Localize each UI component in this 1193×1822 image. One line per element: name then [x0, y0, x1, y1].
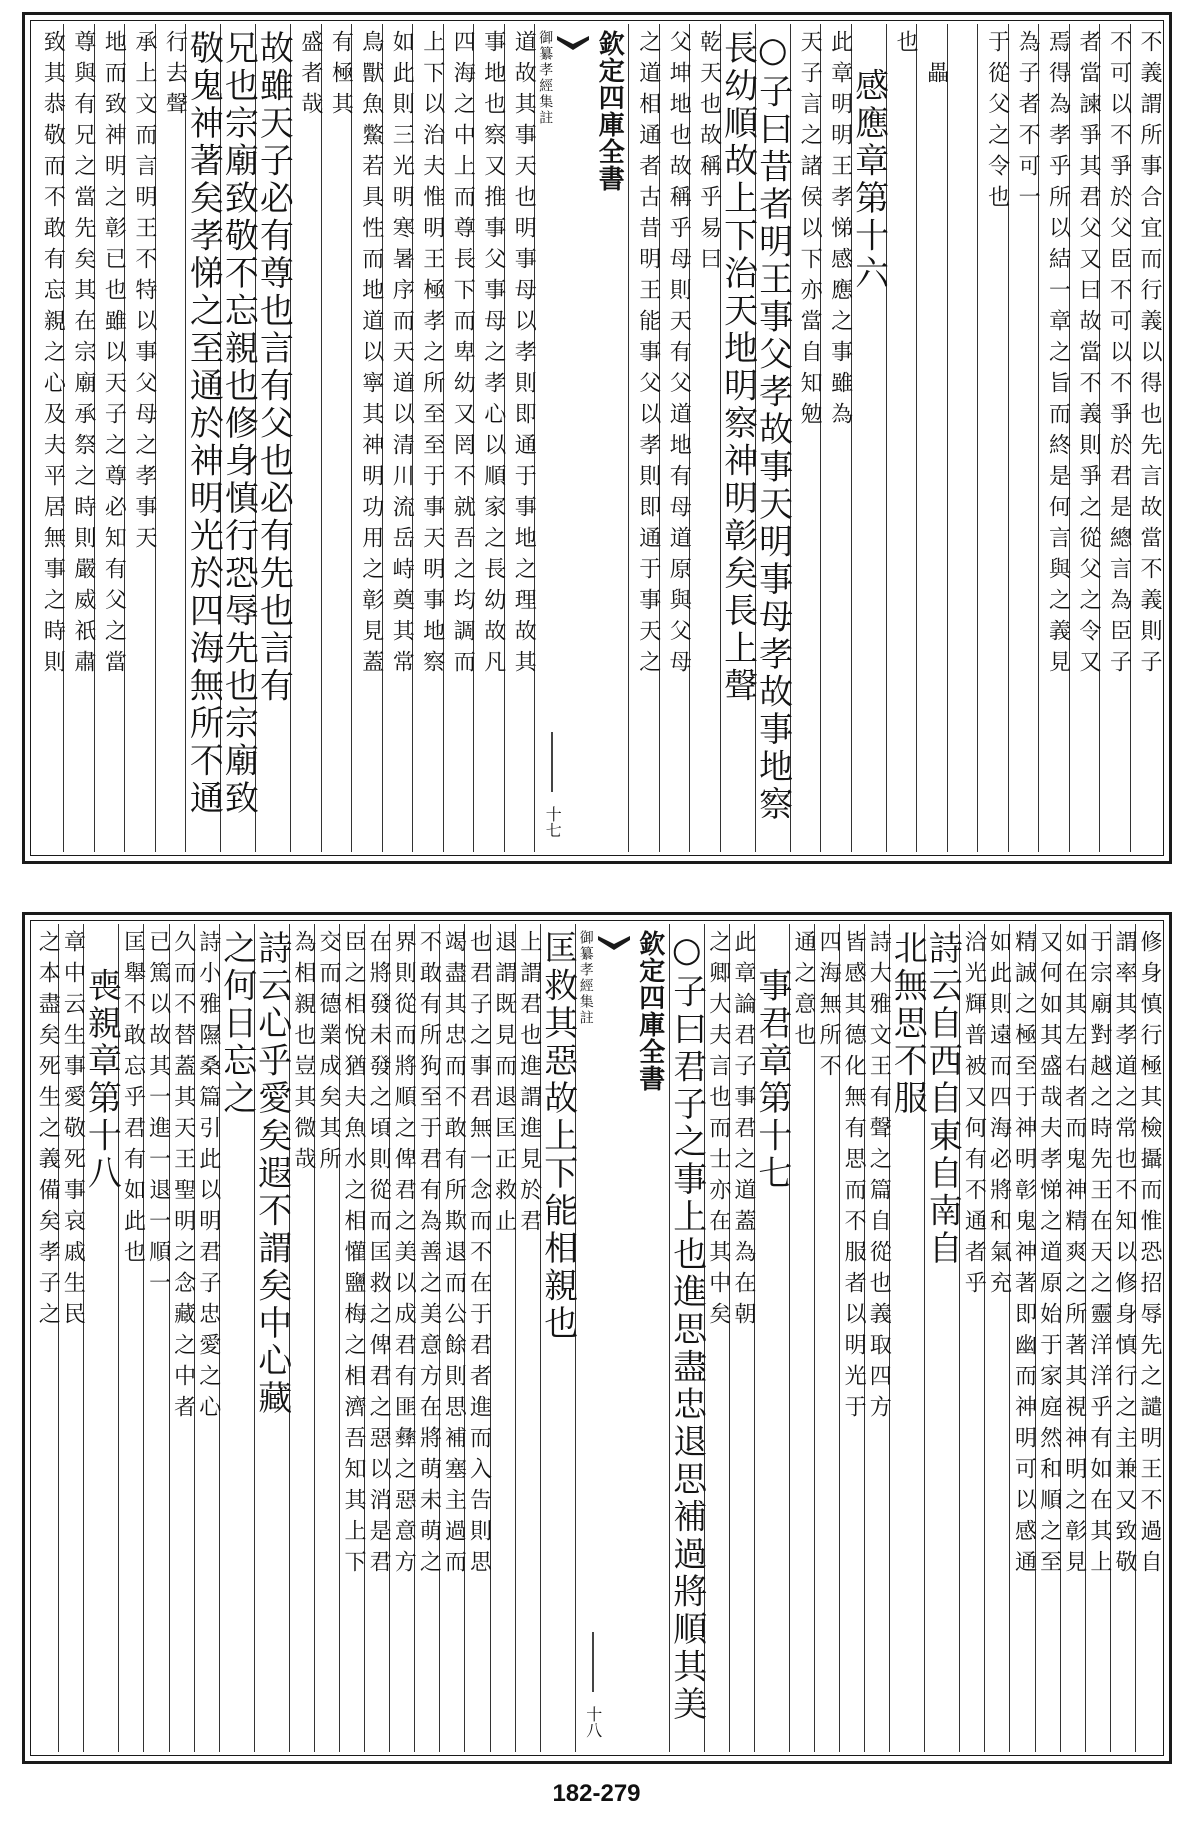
- column-text: 敬鬼神著矣孝悌之至通於神明光於四海無所不通: [183, 30, 224, 818]
- text-column: [143, 924, 171, 1752]
- text-column: [382, 24, 415, 852]
- column-text: 盛者哉: [297, 30, 323, 123]
- text-column: [439, 924, 467, 1752]
- column-text: 匡舉不敢忘乎君有如此也: [120, 930, 146, 1271]
- column-text: 于宗廟對越之時先王在天之靈洋洋乎有如在其上: [1086, 930, 1112, 1581]
- text-column: [1130, 24, 1160, 852]
- column-text: 天子言之諸侯以下亦當自知勉: [797, 30, 823, 433]
- column-text: 為子者不可一: [1015, 30, 1041, 216]
- column-text: 上下以治夫惟明王極孝之所至至于事天明事地察: [419, 30, 445, 681]
- column-text: ○子曰昔者明王事父孝故事天明事母孝故事地察: [752, 30, 793, 824]
- text-column: [183, 24, 224, 852]
- text-column: [81, 924, 122, 1752]
- text-column: [314, 924, 339, 1752]
- text-column: [443, 24, 476, 852]
- top-page-panel: [22, 12, 1172, 864]
- text-column: [364, 924, 392, 1752]
- column-text: 之何日忘之: [216, 930, 257, 1118]
- column-text: 久而不替蓋其天王聖明之念藏之中者: [170, 930, 196, 1426]
- column-text: 也君子之事君無一念而不在于君者進而入告則思: [466, 930, 492, 1581]
- text-column: [839, 924, 867, 1752]
- column-text: 故雖天子必有尊也言有父也必有先也言有: [253, 30, 294, 705]
- text-column: [887, 924, 928, 1752]
- text-column: [959, 924, 987, 1752]
- column-text: 乾天也故稱乎易曰: [696, 30, 722, 278]
- column-text: 如此則三光明寒暑序而天道以清川流岳峙奠其常: [389, 30, 415, 681]
- column-text: 皆感其德化無有思而不服者以明光于: [841, 930, 867, 1426]
- text-column: [253, 24, 294, 852]
- text-column: [659, 24, 692, 852]
- column-text: 修身慎行極其檢攝而惟恐招辱先之譴明王不過自: [1137, 930, 1162, 1581]
- column-text: 之道相通者古昔明王能事父以孝則即通于事天之: [635, 30, 661, 681]
- text-column: [504, 24, 537, 852]
- column-text: 地而致神明之彰已也雖以天子之尊必知有父之當: [101, 30, 127, 681]
- text-column: [689, 24, 722, 852]
- column-text: 退謂既見而退匡正救止: [491, 930, 517, 1240]
- column-text: 感應章第十六: [848, 30, 889, 293]
- text-column: [194, 924, 219, 1752]
- text-column: [984, 924, 1012, 1752]
- text-column: [218, 24, 259, 852]
- column-text: 不可以不爭於父臣不可以不爭於君是總言為臣子: [1106, 30, 1132, 681]
- text-column: [412, 24, 445, 852]
- column-text: 界則從而將順之俾君之美以成君有匪彝之惡意方: [391, 930, 417, 1581]
- column-text: 詩云自西自東自南自: [922, 930, 963, 1268]
- column-text: 事地也察又推事父事母之孝心以順家之長幼故凡: [480, 30, 506, 681]
- column-text: 此章明明王孝悌感應之事雖為: [827, 30, 853, 433]
- text-column: [490, 924, 515, 1752]
- column-text: 臣之相悅猶夫魚水之相懽鹽梅之相濟吾知其上下: [341, 930, 367, 1581]
- text-column: [729, 924, 754, 1752]
- column-text: 匡救其惡故上下能相親也: [537, 930, 578, 1343]
- book-subtitle: 御纂孝經集註: [577, 930, 594, 1026]
- column-text: 詩云心乎愛矣遐不謂矣中心藏: [251, 930, 292, 1418]
- text-column: [537, 924, 578, 1752]
- column-text: 也: [893, 30, 919, 61]
- text-column: [351, 24, 384, 852]
- column-text: 在將發未發之頃則從而匡救之俾君之惡以消是君: [366, 930, 392, 1581]
- text-column: [34, 24, 66, 852]
- book-subtitle: 御纂孝經集註: [537, 30, 554, 126]
- column-text: 事君章第十七: [751, 930, 792, 1193]
- column-text: 四海無所不: [816, 930, 842, 1085]
- text-column: [321, 24, 354, 852]
- text-column: [1085, 924, 1110, 1752]
- text-column: [124, 24, 157, 852]
- column-text: 精誠之極至于神明彰鬼神著即幽而神明可以感通: [1011, 930, 1037, 1581]
- bottom-page-panel: [22, 912, 1172, 1764]
- column-text: 尊與有兄之當先矣其在宗廟承祭之時則嚴威祇肅: [70, 30, 96, 681]
- text-column: [1135, 924, 1160, 1752]
- text-column: [814, 924, 842, 1752]
- text-column: [464, 924, 492, 1752]
- text-column: [251, 924, 292, 1752]
- text-column: [389, 924, 417, 1752]
- text-column: [63, 24, 96, 852]
- text-column: [666, 924, 707, 1752]
- column-text: 喪親章第十八: [81, 930, 122, 1193]
- text-column: [977, 24, 1010, 852]
- column-text: 為相親也豈其微哉: [290, 930, 316, 1178]
- column-text: 又何如其盛哉夫孝悌之道原始于家庭然和順之至: [1036, 930, 1062, 1581]
- column-text: 承上文而言明王不特以事父母之孝事天: [131, 30, 157, 557]
- text-column: [1009, 924, 1037, 1752]
- column-text: 詩小雅隰桑篇引此以明君子忠愛之心: [195, 930, 221, 1426]
- text-column: [947, 24, 977, 852]
- column-text: 兄也宗廟致敬不忘親也修身慎行恐辱先也宗廟致: [218, 30, 259, 818]
- text-column: [1110, 924, 1135, 1752]
- text-column: [414, 924, 442, 1752]
- column-text: 上謂君也進謂進見於君: [516, 930, 542, 1240]
- text-column: [1035, 924, 1060, 1752]
- fold-line: [551, 732, 553, 792]
- column-text: 已篤以故其一進一退一順一: [145, 930, 171, 1302]
- text-column: [751, 924, 792, 1752]
- book-title: 欽定四庫全書: [594, 30, 625, 192]
- column-text: 章中云生事愛敬死事哀戚生民: [60, 930, 86, 1333]
- text-column: [752, 24, 793, 852]
- fish-tail-mark-icon: [596, 934, 632, 952]
- text-column: [789, 924, 814, 1752]
- column-text: 于從父之令也: [984, 30, 1010, 216]
- column-text: 焉得為孝乎所以結一章之旨而終是何言與之義見: [1045, 30, 1071, 681]
- text-column: [1038, 24, 1071, 852]
- text-column: [848, 24, 889, 852]
- text-column: [339, 924, 367, 1752]
- text-column: [1008, 24, 1041, 852]
- column-text: 如在其左右者而鬼神精爽之所著其視神明之彰見: [1061, 930, 1087, 1581]
- column-text: 之卿大夫言也而士亦在其中矣: [705, 930, 731, 1333]
- column-text: ○子曰君子之事上也進思盡忠退思補過將順其美: [666, 930, 707, 1724]
- text-column: [290, 24, 323, 852]
- column-text: 畾: [923, 30, 949, 92]
- text-column: [922, 924, 963, 1752]
- column-text: 交而德業成矣其所: [315, 930, 341, 1178]
- center-fold-header: [534, 24, 628, 852]
- column-text: 鳥獸魚鱉若具性而地道以寧其神明功用之彰見蓋: [358, 30, 384, 681]
- column-text: 謂率其孝道之常也不知以修身慎行之主兼又致敬: [1111, 930, 1137, 1581]
- text-column: [628, 24, 661, 852]
- column-text: 此章論君子事君之道蓋為在朝: [730, 930, 756, 1333]
- text-column: [790, 24, 823, 852]
- text-column: [473, 24, 506, 852]
- fold-line: [592, 1632, 594, 1692]
- text-column: [1099, 24, 1132, 852]
- column-text: 道故其事天也明事母以孝則即通于事地之理故其: [511, 30, 537, 681]
- text-column: [94, 24, 127, 852]
- column-text: 者當諫爭其君父又曰故當不義則爭之從父之令又: [1076, 30, 1102, 681]
- text-column: [886, 24, 919, 852]
- column-text: 北無思不服: [887, 930, 928, 1118]
- column-text: 不敢有所狗至于君有為善之美意方在將萌未萌之: [416, 930, 442, 1581]
- text-column: [1060, 924, 1085, 1752]
- column-text: 洽光輝普被又何有不通者乎: [961, 930, 987, 1302]
- column-text: 通之意也: [790, 930, 816, 1054]
- column-text: 不義謂所事合宜而行義以得也先言故當不義則子: [1137, 30, 1162, 681]
- text-column: [216, 924, 257, 1752]
- text-column: [169, 924, 194, 1752]
- bottom-text-columns: [34, 924, 1160, 1752]
- fish-tail-mark-icon: [555, 34, 591, 52]
- column-text: 行去聲: [162, 30, 188, 123]
- column-text: 之本盡矣死生之義備矣孝子之: [35, 930, 61, 1333]
- text-column: [704, 924, 729, 1752]
- text-column: [717, 24, 758, 852]
- text-column: [820, 24, 853, 852]
- text-column: [155, 24, 188, 852]
- text-column: [864, 924, 892, 1752]
- column-text: 詩大雅文王有聲之篇自從也義取四方: [866, 930, 892, 1426]
- folio-number: 十七: [543, 806, 563, 838]
- text-column: [515, 924, 540, 1752]
- center-fold-header: [575, 924, 669, 1752]
- column-text: 致其恭敬而不敢有忘親之心及夫平居無事之時則: [40, 30, 66, 681]
- column-text: 竭盡其忠而不敢有所欺退而公餘則思補塞主過而: [441, 930, 467, 1581]
- text-column: [916, 24, 949, 852]
- text-column: [58, 924, 86, 1752]
- text-column: [289, 924, 314, 1752]
- text-column: [34, 924, 61, 1752]
- column-text: 父坤地也故稱乎母則天有父道地有母道原與父母: [666, 30, 692, 681]
- column-text: 有極其: [328, 30, 354, 123]
- column-text: 長幼順故上下治天地明察神明彰矣長上聲: [717, 30, 758, 705]
- page-number-footer: 182-279: [552, 1780, 641, 1807]
- text-column: [1069, 24, 1102, 852]
- top-text-columns: [34, 24, 1160, 852]
- column-text: 如此則遠而四海必將和氣充: [986, 930, 1012, 1302]
- column-text: 四海之中上而尊長下而卑幼又罔不就吾之均調而: [450, 30, 476, 681]
- text-column: [118, 924, 146, 1752]
- book-title: 欽定四庫全書: [634, 930, 665, 1092]
- folio-number: 十八: [583, 1706, 603, 1738]
